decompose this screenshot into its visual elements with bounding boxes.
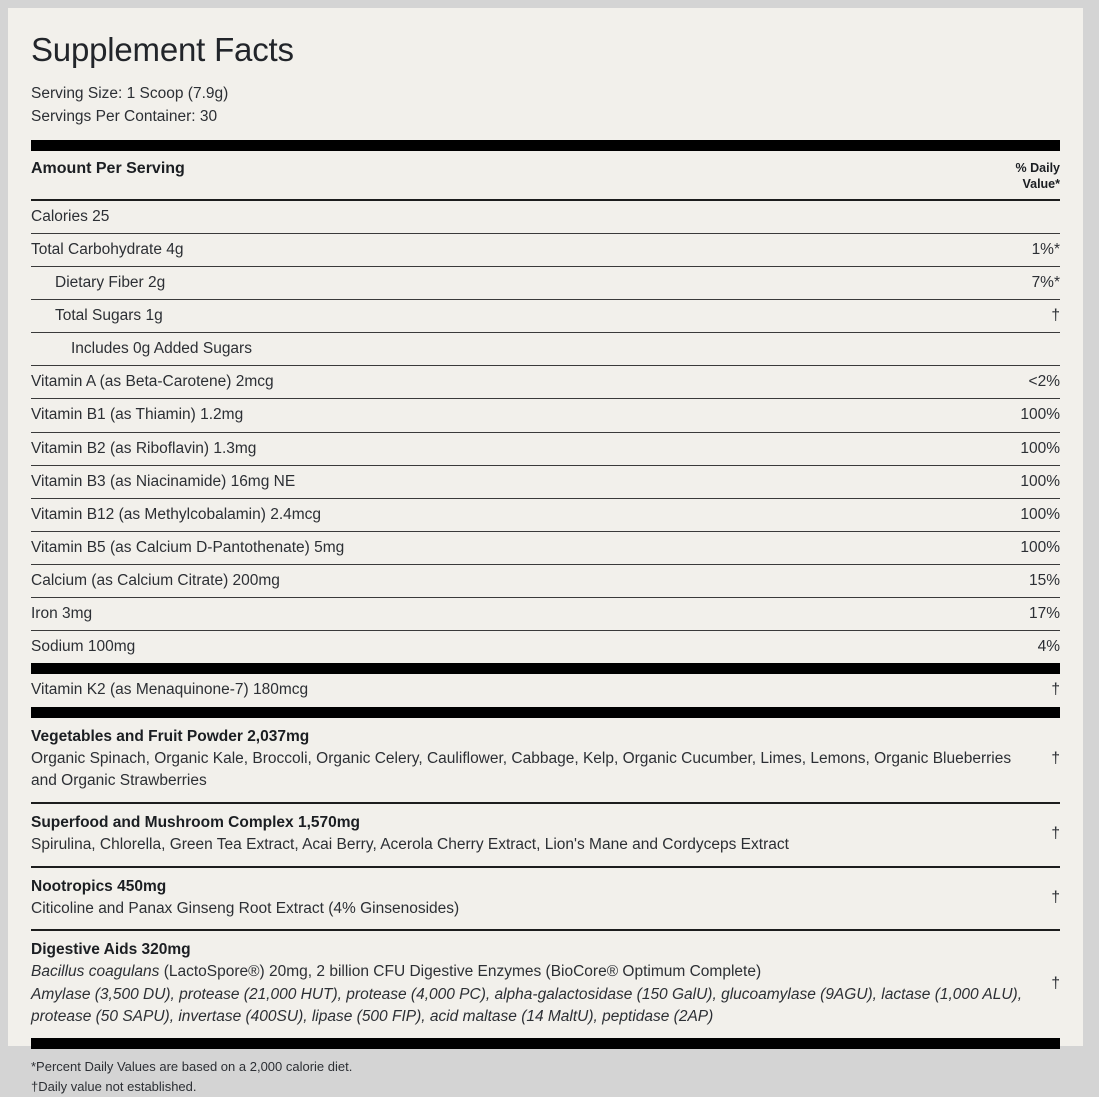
table-row — [31, 399, 1060, 431]
blend-ingredients-line-1 — [31, 961, 1031, 984]
table-row — [31, 565, 1060, 597]
table-row — [31, 333, 1060, 365]
nutrient-daily-value: 17% — [1028, 605, 1060, 623]
page-title: Supplement Facts — [31, 31, 294, 68]
blend-table — [31, 718, 1060, 930]
blend-title: Digestive Aids 320mg — [31, 941, 191, 959]
serving-size: Serving Size: 1 Scoop (7.9g) — [31, 84, 229, 102]
nutrient-name: Vitamin B1 (as Thiamin) 1.2mg — [31, 406, 244, 424]
nutrient-name: Includes 0g Added Sugars — [71, 340, 252, 358]
blend-title: Nootropics 450mg — [31, 877, 167, 895]
blend-ingredients: Organic Spinach, Organic Kale, Broccoli, Organic Celery, Cauliflower, Cabbage, Kelp, Organic Cucumber, Limes, Lemons, Organic Blueberries and Organic Strawberries — [31, 749, 1012, 790]
blend-body — [31, 939, 1051, 1029]
divider-thick-before-k2 — [31, 663, 1060, 674]
nutrient-name: Calcium (as Calcium Citrate) 200mg — [31, 572, 280, 590]
blend-body — [31, 876, 1051, 921]
divider-thick-top — [31, 140, 1060, 151]
nutrient-name: Iron 3mg — [31, 605, 93, 623]
daily-value-header-line1: % Daily — [1015, 160, 1060, 175]
table-row — [31, 366, 1060, 398]
nutrient-daily-value: † — [1051, 306, 1060, 324]
nutrient-daily-value: 100% — [1020, 472, 1060, 490]
table-row — [31, 466, 1060, 498]
nutrient-daily-value: † — [1051, 681, 1060, 699]
nutrient-name: Total Sugars 1g — [55, 306, 163, 324]
table-row-vitamin-k2 — [31, 674, 1060, 706]
footnote-daily-value-not-established: †Daily value not established. — [31, 1078, 197, 1094]
nutrient-name: Calories 25 — [31, 207, 110, 225]
nutrient-name: Vitamin B3 (as Niacinamide) 16mg NE — [31, 472, 296, 490]
blend-ingredients-rest: (LactoSpore®) 20mg, 2 billion CFU Digestive Enzymes (BioCore® Optimum Complete) — [159, 963, 762, 981]
blend-title: Superfood and Mushroom Complex 1,570mg — [31, 813, 360, 831]
nutrient-name: Total Carbohydrate 4g — [31, 240, 184, 258]
blend-daily-value: † — [1051, 975, 1060, 993]
nutrient-daily-value: 100% — [1020, 406, 1060, 424]
nutrient-name: Vitamin A (as Beta-Carotene) 2mcg — [31, 373, 274, 391]
nutrient-name: Vitamin B12 (as Methylcobalamin) 2.4mcg — [31, 505, 322, 523]
nutrient-name: Vitamin K2 (as Menaquinone-7) 180mcg — [31, 681, 309, 699]
daily-value-header-line2: Value* — [1022, 176, 1060, 191]
table-header — [31, 151, 1060, 199]
nutrient-daily-value: 7%* — [1031, 273, 1060, 291]
divider-thick-bottom — [31, 1038, 1060, 1049]
blend-ingredients-line-3: protease (50 SAPU), invertase (400SU), lipase (500 FIP), acid maltase (14 MaltU), peptidase (2AP) — [31, 1008, 714, 1026]
nutrient-table — [31, 201, 1060, 664]
blend-row-digestive-aids — [31, 931, 1060, 1038]
table-row — [31, 234, 1060, 266]
blend-ingredients: Spirulina, Chlorella, Green Tea Extract, Acai Berry, Acerola Cherry Extract, Lion's Mane and Cordyceps Extract — [31, 835, 789, 853]
divider-thick-after-k2 — [31, 707, 1060, 718]
nutrient-daily-value: 1%* — [1031, 240, 1060, 258]
blend-body — [31, 726, 1051, 793]
table-row — [31, 267, 1060, 299]
blend-row — [31, 804, 1060, 866]
nutrient-name: Dietary Fiber 2g — [55, 273, 166, 291]
nutrient-daily-value: 100% — [1020, 439, 1060, 457]
blend-row — [31, 718, 1060, 802]
blend-daily-value: † — [1051, 888, 1060, 906]
table-row — [31, 631, 1060, 663]
nutrient-daily-value: 100% — [1020, 505, 1060, 523]
nutrient-name: Vitamin B2 (as Riboflavin) 1.3mg — [31, 439, 257, 457]
table-row — [31, 300, 1060, 332]
table-row — [31, 433, 1060, 465]
nutrient-daily-value: 15% — [1028, 572, 1060, 590]
nutrient-daily-value: 4% — [1037, 638, 1060, 656]
table-row — [31, 532, 1060, 564]
blend-ingredients: Citicoline and Panax Ginseng Root Extract (4% Ginsenosides) — [31, 899, 460, 917]
nutrient-name: Sodium 100mg — [31, 638, 136, 656]
supplement-facts-panel — [8, 8, 1083, 1094]
blend-ingredients-line-2: Amylase (3,500 DU), protease (21,000 HUT), protease (4,000 PC), alpha-galactosidase (150 GalU), glucoamylase (9AGU), lactase (1,000 ALU), — [31, 985, 1023, 1003]
table-row — [31, 201, 1060, 233]
blend-title: Vegetables and Fruit Powder 2,037mg — [31, 727, 310, 745]
amount-per-serving-label: Amount Per Serving — [31, 159, 185, 177]
nutrient-name: Vitamin B5 (as Calcium D-Pantothenate) 5mg — [31, 538, 345, 556]
blend-daily-value: † — [1051, 825, 1060, 843]
footnotes — [31, 1049, 1060, 1097]
blend-row — [31, 868, 1060, 930]
blend-daily-value: † — [1051, 750, 1060, 768]
organism-name: Bacillus coagulans — [31, 963, 160, 981]
servings-per-container: Servings Per Container: 30 — [31, 107, 218, 125]
nutrient-daily-value: <2% — [1028, 373, 1060, 391]
table-row — [31, 598, 1060, 630]
table-row — [31, 499, 1060, 531]
nutrient-daily-value: 100% — [1020, 538, 1060, 556]
daily-value-header — [1016, 160, 1060, 192]
blend-body — [31, 812, 1051, 857]
footnote-percent-daily-value: *Percent Daily Values are based on a 2,000 calorie diet. — [31, 1059, 353, 1074]
